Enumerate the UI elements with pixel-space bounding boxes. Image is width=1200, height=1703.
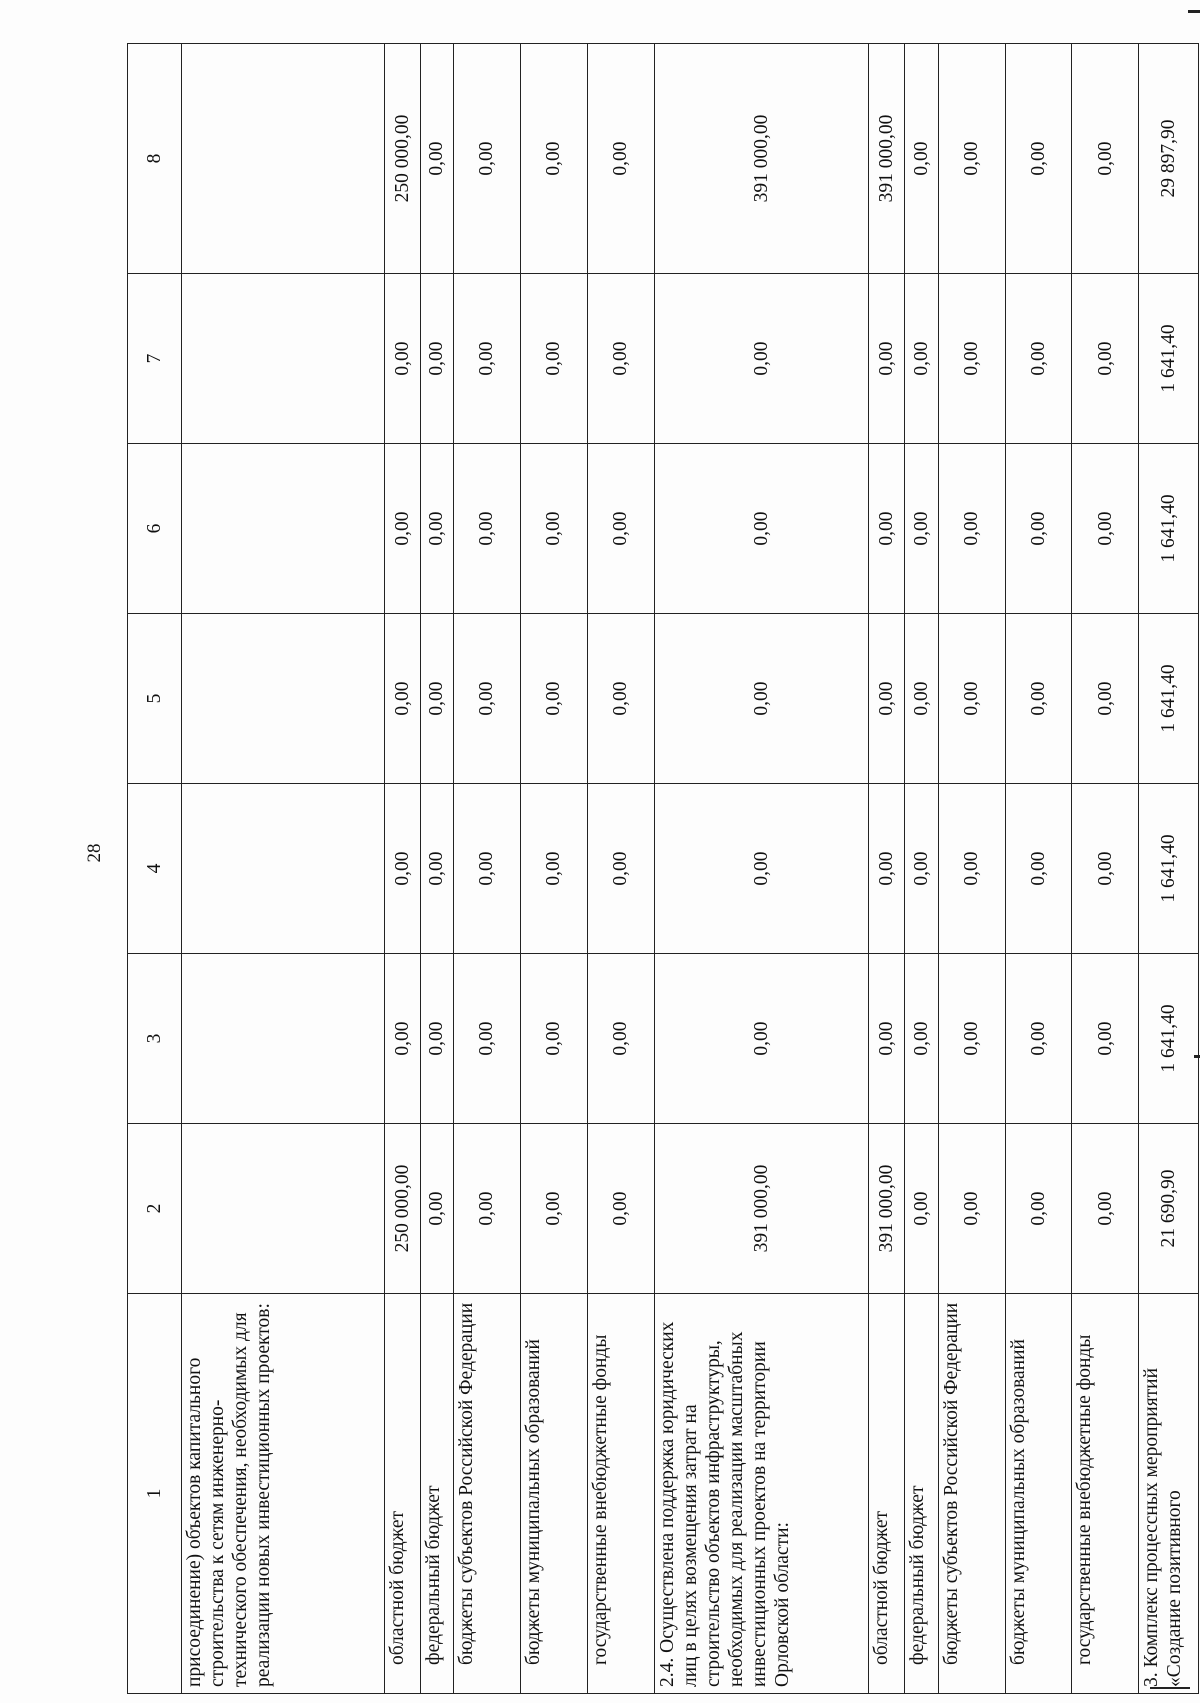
value-cell: 0,00 xyxy=(453,954,520,1124)
value-cell: 0,00 xyxy=(869,444,905,614)
funding-source-row xyxy=(938,44,1005,1694)
section-row xyxy=(654,44,869,1694)
value-cell: 0,00 xyxy=(1072,954,1139,1124)
funding-source-row xyxy=(520,44,587,1694)
funding-source-row xyxy=(587,44,654,1694)
value-cell: 0,00 xyxy=(420,784,453,954)
value-cell: 0,00 xyxy=(654,784,869,954)
value-cell: 0,00 xyxy=(1005,444,1072,614)
value-cell: 0,00 xyxy=(1005,274,1072,444)
funding-source-row xyxy=(384,44,420,1694)
value-cell: 0,00 xyxy=(938,444,1005,614)
value-cell: 0,00 xyxy=(453,274,520,444)
value-cell: 250 000,00 xyxy=(384,44,420,274)
row-label: бюджеты субъектов Российской Федерации xyxy=(938,1294,1005,1694)
value-cell: 391 000,00 xyxy=(869,44,905,274)
value-cell xyxy=(181,614,384,784)
column-header: 6 xyxy=(128,444,182,614)
value-cell: 0,00 xyxy=(1072,614,1139,784)
value-cell: 0,00 xyxy=(587,444,654,614)
row-label: федеральный бюджет xyxy=(420,1294,453,1694)
value-cell: 250 000,00 xyxy=(384,1124,420,1294)
row-label: 3. Комплекс процессных мероприятий «Создание позитивного xyxy=(1139,1294,1199,1694)
value-cell: 0,00 xyxy=(938,1124,1005,1294)
value-cell: 0,00 xyxy=(420,1124,453,1294)
value-cell: 391 000,00 xyxy=(654,44,869,274)
value-cell: 0,00 xyxy=(587,784,654,954)
column-header: 5 xyxy=(128,614,182,784)
column-header: 4 xyxy=(128,784,182,954)
value-cell: 0,00 xyxy=(1072,784,1139,954)
value-cell: 0,00 xyxy=(520,1124,587,1294)
value-cell: 0,00 xyxy=(938,274,1005,444)
value-cell xyxy=(181,954,384,1124)
table-header-row xyxy=(128,44,182,1694)
value-cell: 0,00 xyxy=(520,954,587,1124)
value-cell: 0,00 xyxy=(384,784,420,954)
value-cell: 0,00 xyxy=(654,614,869,784)
row-label: бюджеты муниципальных образований xyxy=(520,1294,587,1694)
value-cell xyxy=(181,274,384,444)
value-cell: 0,00 xyxy=(520,444,587,614)
value-cell: 391 000,00 xyxy=(654,1124,869,1294)
table-body xyxy=(128,44,1199,1694)
value-cell: 0,00 xyxy=(1072,1124,1139,1294)
value-cell: 0,00 xyxy=(384,444,420,614)
value-cell xyxy=(181,784,384,954)
rotated-table-container xyxy=(127,44,1199,1694)
value-cell: 0,00 xyxy=(520,784,587,954)
value-cell: 0,00 xyxy=(1005,614,1072,784)
value-cell: 0,00 xyxy=(905,614,938,784)
funding-source-row xyxy=(420,44,453,1694)
value-cell: 0,00 xyxy=(654,954,869,1124)
page-number: 28 xyxy=(84,843,105,863)
value-cell: 0,00 xyxy=(905,954,938,1124)
column-header: 2 xyxy=(128,1124,182,1294)
value-cell: 0,00 xyxy=(1072,444,1139,614)
budget-table xyxy=(127,43,1199,1694)
value-cell: 1 641,40 xyxy=(1139,274,1199,444)
value-cell: 0,00 xyxy=(1005,1124,1072,1294)
value-cell: 0,00 xyxy=(869,614,905,784)
row-label: присоединение) объектов капитального строительства к сетям инженерно-технического обеспечения, необходимых для реализации новых инвестиционных проектов: xyxy=(181,1294,384,1694)
value-cell: 0,00 xyxy=(420,44,453,274)
value-cell: 1 641,40 xyxy=(1139,444,1199,614)
value-cell: 0,00 xyxy=(905,784,938,954)
value-cell: 0,00 xyxy=(453,444,520,614)
column-header: 1 xyxy=(128,1294,182,1694)
value-cell: 0,00 xyxy=(938,44,1005,274)
column-header: 7 xyxy=(128,274,182,444)
value-cell: 0,00 xyxy=(520,274,587,444)
value-cell: 0,00 xyxy=(869,784,905,954)
value-cell xyxy=(181,1124,384,1294)
value-cell: 0,00 xyxy=(938,784,1005,954)
section-row xyxy=(1139,44,1199,1694)
value-cell: 0,00 xyxy=(869,274,905,444)
value-cell: 0,00 xyxy=(905,274,938,444)
value-cell: 0,00 xyxy=(587,954,654,1124)
row-label: бюджеты субъектов Российской Федерации xyxy=(453,1294,520,1694)
value-cell: 0,00 xyxy=(905,44,938,274)
value-cell: 0,00 xyxy=(587,274,654,444)
value-cell: 0,00 xyxy=(938,614,1005,784)
value-cell: 29 897,90 xyxy=(1139,44,1199,274)
row-label: государственные внебюджетные фонды xyxy=(1072,1294,1139,1694)
row-label: областной бюджет xyxy=(384,1294,420,1694)
value-cell: 0,00 xyxy=(654,444,869,614)
value-cell: 21 690,90 xyxy=(1139,1124,1199,1294)
value-cell: 0,00 xyxy=(453,1124,520,1294)
value-cell: 0,00 xyxy=(420,274,453,444)
row-label: государственные внебюджетные фонды xyxy=(587,1294,654,1694)
funding-source-row xyxy=(453,44,520,1694)
value-cell: 0,00 xyxy=(654,274,869,444)
section-row xyxy=(181,44,384,1694)
column-header: 3 xyxy=(128,954,182,1124)
value-cell: 0,00 xyxy=(1072,274,1139,444)
value-cell: 0,00 xyxy=(520,614,587,784)
column-header: 8 xyxy=(128,44,182,274)
funding-source-row xyxy=(869,44,905,1694)
value-cell: 391 000,00 xyxy=(869,1124,905,1294)
value-cell xyxy=(181,44,384,274)
value-cell: 1 641,40 xyxy=(1139,784,1199,954)
value-cell: 0,00 xyxy=(905,1124,938,1294)
value-cell: 0,00 xyxy=(1005,784,1072,954)
funding-source-row xyxy=(1005,44,1072,1694)
value-cell: 0,00 xyxy=(420,614,453,784)
value-cell: 0,00 xyxy=(587,44,654,274)
value-cell: 0,00 xyxy=(938,954,1005,1124)
value-cell: 0,00 xyxy=(384,274,420,444)
value-cell xyxy=(181,444,384,614)
value-cell: 0,00 xyxy=(587,614,654,784)
value-cell: 0,00 xyxy=(384,954,420,1124)
value-cell: 0,00 xyxy=(1072,44,1139,274)
funding-source-row xyxy=(905,44,938,1694)
value-cell: 0,00 xyxy=(1005,954,1072,1124)
value-cell: 1 641,40 xyxy=(1139,614,1199,784)
funding-source-row xyxy=(1072,44,1139,1694)
value-cell: 0,00 xyxy=(420,954,453,1124)
value-cell: 0,00 xyxy=(869,954,905,1124)
value-cell: 0,00 xyxy=(420,444,453,614)
value-cell: 0,00 xyxy=(587,1124,654,1294)
row-label: бюджеты муниципальных образований xyxy=(1005,1294,1072,1694)
row-label: федеральный бюджет xyxy=(905,1294,938,1694)
value-cell: 0,00 xyxy=(520,44,587,274)
value-cell: 0,00 xyxy=(453,784,520,954)
row-label: 2.4. Осуществлена поддержка юридических лиц в целях возмещения затрат на строительство объектов инфраструктуры, необходимых для реализации масштабных инвестиционных проектов на территории Орловской области: xyxy=(654,1294,869,1694)
value-cell: 0,00 xyxy=(453,44,520,274)
value-cell: 0,00 xyxy=(453,614,520,784)
value-cell: 0,00 xyxy=(905,444,938,614)
value-cell: 1 641,40 xyxy=(1139,954,1199,1124)
row-label: областной бюджет xyxy=(869,1294,905,1694)
value-cell: 0,00 xyxy=(384,614,420,784)
value-cell: 0,00 xyxy=(1005,44,1072,274)
scan-edge-mark xyxy=(1188,10,1200,13)
